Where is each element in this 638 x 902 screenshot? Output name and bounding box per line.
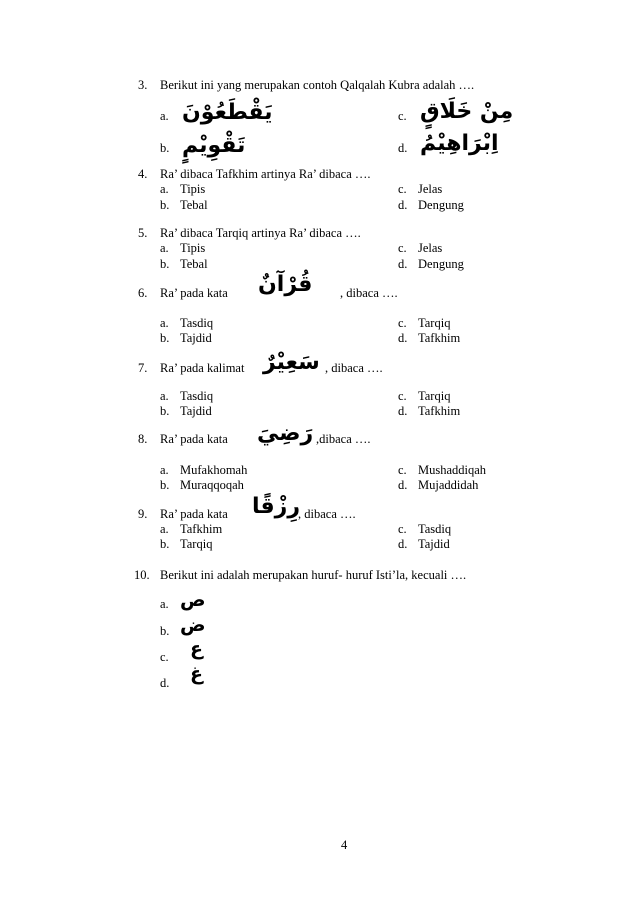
q6-text: Ra’ pada kata <box>160 286 228 300</box>
q9-option-d-letter: d. <box>398 537 408 551</box>
q6-arabic-word: قُرْآنٌ <box>258 272 313 297</box>
q5-option-c-text: Jelas <box>418 241 443 255</box>
q9-text: Ra’ pada kata <box>160 507 228 521</box>
q9-arabic-word: رِزْقًا <box>252 494 300 519</box>
q9-number: 9. <box>138 507 148 521</box>
q3-number: 3. <box>138 78 148 92</box>
q6-number: 6. <box>138 286 148 300</box>
q10-option-c-arabic: ع <box>190 638 203 660</box>
q3-option-b-letter: b. <box>160 141 170 155</box>
q5-option-b-text: Tebal <box>180 257 208 271</box>
q8-option-a-text: Mufakhomah <box>180 463 248 477</box>
q8-suffix: ,dibaca …. <box>316 432 371 446</box>
q7-option-b-letter: b. <box>160 404 170 418</box>
q6-option-b-text: Tajdid <box>180 331 212 345</box>
page-number: 4 <box>341 838 348 852</box>
q7-number: 7. <box>138 361 148 375</box>
q6-option-b-letter: b. <box>160 331 170 345</box>
q5-option-b-letter: b. <box>160 257 170 271</box>
q10-option-a-arabic: ص <box>180 589 206 611</box>
q10-number: 10. <box>134 568 150 582</box>
q6-option-c-letter: c. <box>398 316 407 330</box>
q4-option-a-letter: a. <box>160 182 169 196</box>
q5-option-d-text: Dengung <box>418 257 464 271</box>
q7-option-c-letter: c. <box>398 389 407 403</box>
q8-text: Ra’ pada kata <box>160 432 228 446</box>
q3-text: Berikut ini yang merupakan contoh Qalqalah Kubra adalah …. <box>160 78 475 92</box>
q7-option-c-text: Tarqiq <box>418 389 451 403</box>
q8-arabic-word: رَضِيَ <box>257 421 314 446</box>
q10-text: Berikut ini adalah merupakan huruf- huruf Isti’la, kecuali …. <box>160 568 467 582</box>
q7-option-d-letter: d. <box>398 404 408 418</box>
q8-option-d-text: Mujaddidah <box>418 478 479 492</box>
q10-option-d-letter: d. <box>160 676 170 690</box>
q6-option-c-text: Tarqiq <box>418 316 451 330</box>
q9-option-d-text: Tajdid <box>418 537 450 551</box>
q10-option-a-letter: a. <box>160 597 169 611</box>
q9-suffix: , dibaca …. <box>298 507 356 521</box>
q9-option-a-letter: a. <box>160 522 169 536</box>
q9-option-a-text: Tafkhim <box>180 522 223 536</box>
q7-option-a-letter: a. <box>160 389 169 403</box>
q10-option-b-letter: b. <box>160 624 170 638</box>
q8-option-c-text: Mushaddiqah <box>418 463 487 477</box>
q6-option-d-text: Tafkhim <box>418 331 461 345</box>
q3-option-c-letter: c. <box>398 109 407 123</box>
q5-option-d-letter: d. <box>398 257 408 271</box>
q4-option-b-letter: b. <box>160 198 170 212</box>
q9-option-b-text: Tarqiq <box>180 537 213 551</box>
q3-option-d-letter: d. <box>398 141 408 155</box>
q3-option-a-letter: a. <box>160 109 169 123</box>
q7-option-a-text: Tasdiq <box>180 389 214 403</box>
q5-number: 5. <box>138 226 148 240</box>
q7-option-b-text: Tajdid <box>180 404 212 418</box>
q4-text: Ra’ dibaca Tafkhim artinya Ra’ dibaca …. <box>160 167 371 181</box>
q7-arabic-word: سَعِيْرٌ <box>263 350 320 375</box>
q3-option-d-arabic: اِبْرَاهِيْمُ <box>420 131 499 156</box>
q4-option-b-text: Tebal <box>180 198 208 212</box>
q6-option-d-letter: d. <box>398 331 408 345</box>
q8-option-d-letter: d. <box>398 478 408 492</box>
q7-text: Ra’ pada kalimat <box>160 361 245 375</box>
q10-option-b-arabic: ض <box>180 614 206 636</box>
q8-option-a-letter: a. <box>160 463 169 477</box>
q4-option-d-text: Dengung <box>418 198 464 212</box>
q3-option-b-arabic: تَقْوِيْمٍ <box>182 133 246 158</box>
q6-option-a-letter: a. <box>160 316 169 330</box>
q10-option-c-letter: c. <box>160 650 169 664</box>
q8-option-b-text: Muraqqoqah <box>180 478 244 492</box>
q7-suffix: , dibaca …. <box>325 361 383 375</box>
q7-option-d-text: Tafkhim <box>418 404 461 418</box>
q5-option-a-letter: a. <box>160 241 169 255</box>
q5-text: Ra’ dibaca Tarqiq artinya Ra’ dibaca …. <box>160 226 361 240</box>
q9-option-b-letter: b. <box>160 537 170 551</box>
q9-option-c-letter: c. <box>398 522 407 536</box>
q10-option-d-arabic: غ <box>190 663 203 685</box>
q8-option-c-letter: c. <box>398 463 407 477</box>
q9-option-c-text: Tasdiq <box>418 522 452 536</box>
q5-option-a-text: Tipis <box>180 241 206 255</box>
q5-option-c-letter: c. <box>398 241 407 255</box>
q6-option-a-text: Tasdiq <box>180 316 214 330</box>
q4-option-a-text: Tipis <box>180 182 206 196</box>
q3-option-c-arabic: مِنْ خَلَاقٍ <box>420 99 514 124</box>
q3-option-a-arabic: يَقْطَعُوْنَ <box>182 100 273 125</box>
q6-suffix: , dibaca …. <box>340 286 398 300</box>
q4-option-d-letter: d. <box>398 198 408 212</box>
q4-option-c-text: Jelas <box>418 182 443 196</box>
q4-option-c-letter: c. <box>398 182 407 196</box>
q8-option-b-letter: b. <box>160 478 170 492</box>
q8-number: 8. <box>138 432 148 446</box>
q4-number: 4. <box>138 167 148 181</box>
